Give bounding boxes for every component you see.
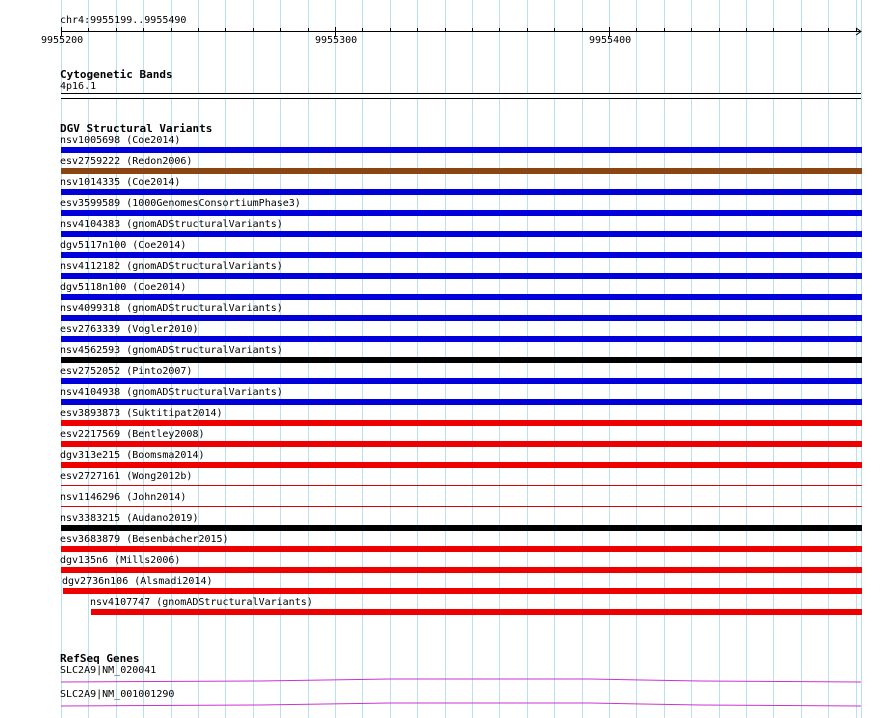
dgv-feature-label: dgv5118n100 (Coe2014) [60, 282, 187, 293]
ruler-minor-tick [691, 28, 692, 32]
ruler-minor-tick [445, 28, 446, 32]
dgv-feature-label: esv2752052 (Pinto2007) [60, 366, 193, 377]
ruler-minor-tick [828, 28, 829, 32]
region-label: chr4:9955199..9955490 [60, 15, 187, 26]
ruler-minor-tick [664, 28, 665, 32]
ruler-label-end: 9955400 [589, 35, 632, 46]
ruler-minor-tick [527, 28, 528, 32]
dgv-feature-label: nsv3383215 (Audano2019) [60, 513, 199, 524]
ruler-minor-tick [801, 28, 802, 32]
dgv-feature-bar[interactable] [61, 420, 862, 426]
ruler-minor-tick [499, 28, 500, 32]
dgv-feature-bar[interactable] [61, 168, 862, 174]
ruler-minor-tick [116, 28, 117, 32]
dgv-feature-label: dgv5117n100 (Coe2014) [60, 240, 187, 251]
ruler-minor-tick [143, 28, 144, 32]
dgv-feature-bar[interactable] [61, 525, 862, 531]
dgv-feature-bar[interactable] [91, 609, 862, 615]
ruler-minor-tick [746, 28, 747, 32]
dgv-feature-bar[interactable] [61, 485, 862, 486]
dgv-track-title: DGV Structural Variants [60, 122, 213, 135]
dgv-feature-label: esv2217569 (Bentley2008) [60, 429, 205, 440]
dgv-feature-label: esv2727161 (Wong2012b) [60, 471, 193, 482]
ruler-minor-tick [719, 28, 720, 32]
ruler-minor-tick [280, 28, 281, 32]
dgv-feature-label: nsv4112182 (gnomADStructuralVariants) [60, 261, 283, 272]
ruler-minor-tick [88, 28, 89, 32]
dgv-feature-bar[interactable] [61, 567, 862, 573]
ruler-minor-tick [636, 28, 637, 32]
dgv-feature-label: dgv2736n106 (Alsmadi2014) [62, 576, 213, 587]
ruler-minor-tick [171, 28, 172, 32]
ruler-label-start: 9955200 [41, 35, 84, 46]
ruler-minor-tick [856, 28, 857, 32]
dgv-feature-label: nsv1146296 (John2014) [60, 492, 187, 503]
dgv-feature-bar[interactable] [61, 273, 862, 279]
dgv-feature-bar[interactable] [61, 462, 862, 468]
dgv-feature-bar[interactable] [61, 294, 862, 300]
ruler-label-mid: 9955300 [315, 35, 358, 46]
dgv-feature-bar[interactable] [61, 147, 862, 153]
dgv-feature-label: nsv4107747 (gnomADStructuralVariants) [90, 597, 313, 608]
dgv-feature-label: dgv135n6 (Mills2006) [60, 555, 181, 566]
dgv-feature-bar[interactable] [61, 357, 862, 363]
ruler-minor-tick [198, 28, 199, 32]
refseq-gene-label: SLC2A9|NM_020041 [60, 665, 157, 676]
refseq-gene-label: SLC2A9|NM_001001290 [60, 689, 175, 700]
refseq-gene-feature[interactable] [60, 677, 862, 685]
ruler-minor-tick [390, 28, 391, 32]
dgv-feature-bar[interactable] [61, 546, 862, 552]
dgv-feature-bar[interactable] [61, 189, 862, 195]
dgv-feature-label: nsv4562593 (gnomADStructuralVariants) [60, 345, 283, 356]
cytoband-feature[interactable] [61, 93, 861, 99]
ruler-minor-tick [362, 28, 363, 32]
ruler-minor-tick [308, 28, 309, 32]
dgv-feature-label: esv2763339 (Vogler2010) [60, 324, 199, 335]
dgv-feature-bar[interactable] [61, 336, 862, 342]
dgv-feature-label: esv3893873 (Suktitipat2014) [60, 408, 223, 419]
dgv-feature-label: esv2759222 (Redon2006) [60, 156, 193, 167]
dgv-feature-label: nsv4104383 (gnomADStructuralVariants) [60, 219, 283, 230]
ruler-minor-tick [472, 28, 473, 32]
dgv-feature-label: esv3683879 (Besenbacher2015) [60, 534, 229, 545]
refseq-gene-feature[interactable] [60, 701, 862, 709]
ruler-minor-tick [582, 28, 583, 32]
dgv-feature-bar[interactable] [61, 315, 862, 321]
ruler-minor-tick [417, 28, 418, 32]
dgv-feature-label: nsv1005698 (Coe2014) [60, 135, 181, 146]
cytoband-label: 4p16.1 [60, 81, 97, 92]
dgv-feature-bar[interactable] [61, 506, 862, 507]
cytoband-track-title: Cytogenetic Bands [60, 68, 173, 81]
dgv-feature-label: dgv313e215 (Boomsma2014) [60, 450, 205, 461]
dgv-feature-label: nsv4104938 (gnomADStructuralVariants) [60, 387, 283, 398]
ruler-minor-tick [773, 28, 774, 32]
dgv-feature-bar[interactable] [63, 588, 862, 594]
dgv-feature-bar[interactable] [61, 231, 862, 237]
dgv-feature-bar[interactable] [61, 210, 862, 216]
ruler-axis[interactable] [61, 31, 861, 32]
dgv-feature-bar[interactable] [61, 441, 862, 447]
ruler-minor-tick [253, 28, 254, 32]
ruler-minor-tick [225, 28, 226, 32]
dgv-feature-label: nsv4099318 (gnomADStructuralVariants) [60, 303, 283, 314]
dgv-feature-bar[interactable] [61, 252, 862, 258]
dgv-feature-label: esv3599589 (1000GenomesConsortiumPhase3) [60, 198, 301, 209]
refseq-track-title: RefSeq Genes [60, 652, 140, 665]
dgv-feature-bar[interactable] [61, 378, 862, 384]
dgv-feature-label: nsv1014335 (Coe2014) [60, 177, 181, 188]
ruler-minor-tick [554, 28, 555, 32]
dgv-feature-bar[interactable] [61, 399, 862, 405]
